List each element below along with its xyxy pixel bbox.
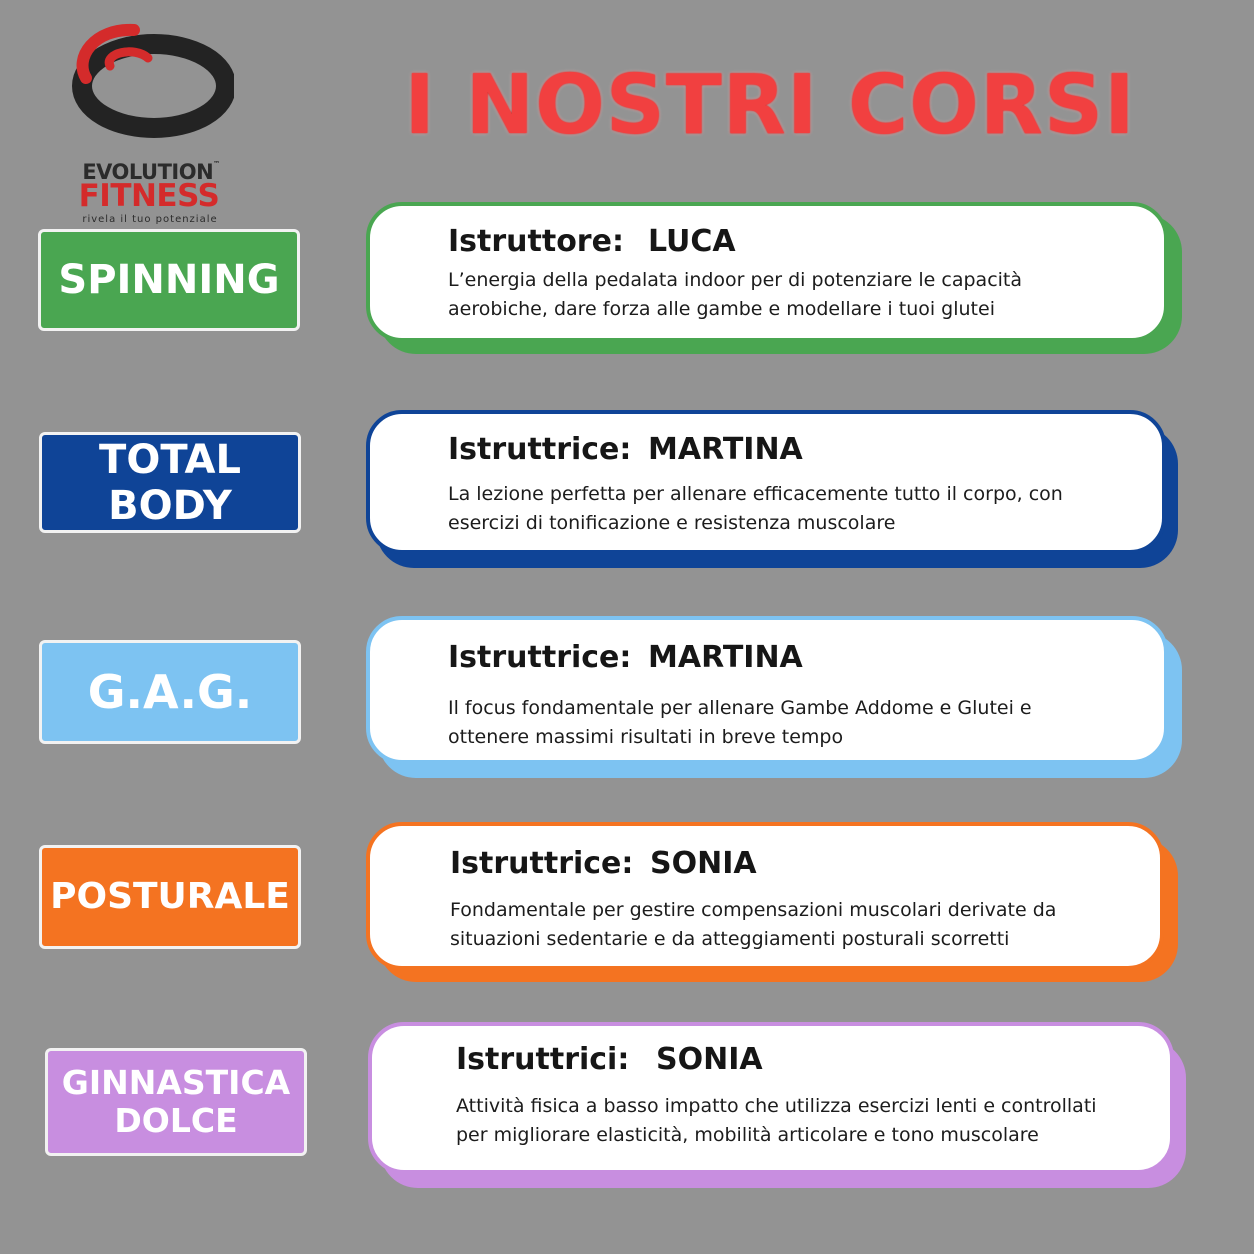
- course-label-ginnastica-dolce: GINNASTICA DOLCE: [45, 1048, 307, 1156]
- instructor-heading: [448, 640, 803, 675]
- course-label-spinning: SPINNING: [38, 229, 300, 331]
- instructor-role: Istruttrice:: [448, 640, 632, 675]
- page-title: I NOSTRI CORSI: [404, 58, 1136, 153]
- course-description-line: L’energia della pedalata indoor per di potenziare le capacità: [448, 269, 1023, 291]
- instructor-heading: [456, 1042, 763, 1077]
- instructor-role: Istruttore:: [448, 224, 624, 259]
- course-description-line: Il focus fondamentale per allenare Gambe Addome e Glutei e: [448, 697, 1032, 719]
- brand-tagline: rivela il tuo potenziale: [82, 214, 218, 225]
- course-description-line: per migliorare elasticità, mobilità articolare e tono muscolare: [456, 1124, 1039, 1146]
- instructor-name: MARTINA: [648, 640, 803, 675]
- course-description-line: Attività fisica a basso impatto che utilizza esercizi lenti e controllati: [456, 1095, 1097, 1117]
- course-card-spinning: [366, 202, 1168, 342]
- course-card-gag: [366, 616, 1168, 764]
- course-description: [450, 896, 1056, 954]
- course-label-posturale: POSTURALE: [39, 845, 301, 949]
- course-card-total-body: [366, 410, 1166, 554]
- course-description-line: ottenere massimi risultati in breve tempo: [448, 726, 844, 748]
- course-description: [448, 480, 1063, 538]
- course-label-total-body: TOTAL BODY: [39, 432, 301, 533]
- instructor-name: LUCA: [648, 224, 736, 259]
- course-description-line: esercizi di tonificazione e resistenza muscolare: [448, 512, 896, 534]
- evolution-fitness-logo-mark: [64, 18, 234, 143]
- brand-name-line1: EVOLUTION™: [82, 160, 220, 184]
- course-description: [456, 1092, 1097, 1150]
- course-description-line: La lezione perfetta per allenare efficacemente tutto il corpo, con: [448, 483, 1063, 505]
- instructor-heading: [450, 846, 757, 881]
- course-description: [448, 266, 1022, 324]
- instructor-name: MARTINA: [648, 432, 803, 467]
- instructor-role: Istruttrice:: [450, 846, 634, 881]
- course-description: [448, 694, 1032, 752]
- course-description-line: situazioni sedentarie e da atteggiamenti posturali scorretti: [450, 928, 1010, 950]
- course-label-gag: G.A.G.: [39, 640, 301, 744]
- brand-logo: [60, 18, 240, 225]
- instructor-heading: [448, 432, 803, 467]
- course-description-line: Fondamentale per gestire compensazioni muscolari derivate da: [450, 899, 1057, 921]
- brand-name-line2: FITNESS: [78, 178, 220, 214]
- instructor-name: SONIA: [650, 846, 757, 881]
- course-card-posturale: [366, 822, 1164, 970]
- instructor-role: Istruttrice:: [448, 432, 632, 467]
- instructor-name: SONIA: [656, 1042, 763, 1077]
- instructor-heading: [448, 224, 736, 259]
- instructor-role: Istruttrici:: [456, 1042, 630, 1077]
- course-card-ginnastica-dolce: [368, 1022, 1174, 1174]
- course-description-line: aerobiche, dare forza alle gambe e modellare i tuoi glutei: [448, 298, 995, 320]
